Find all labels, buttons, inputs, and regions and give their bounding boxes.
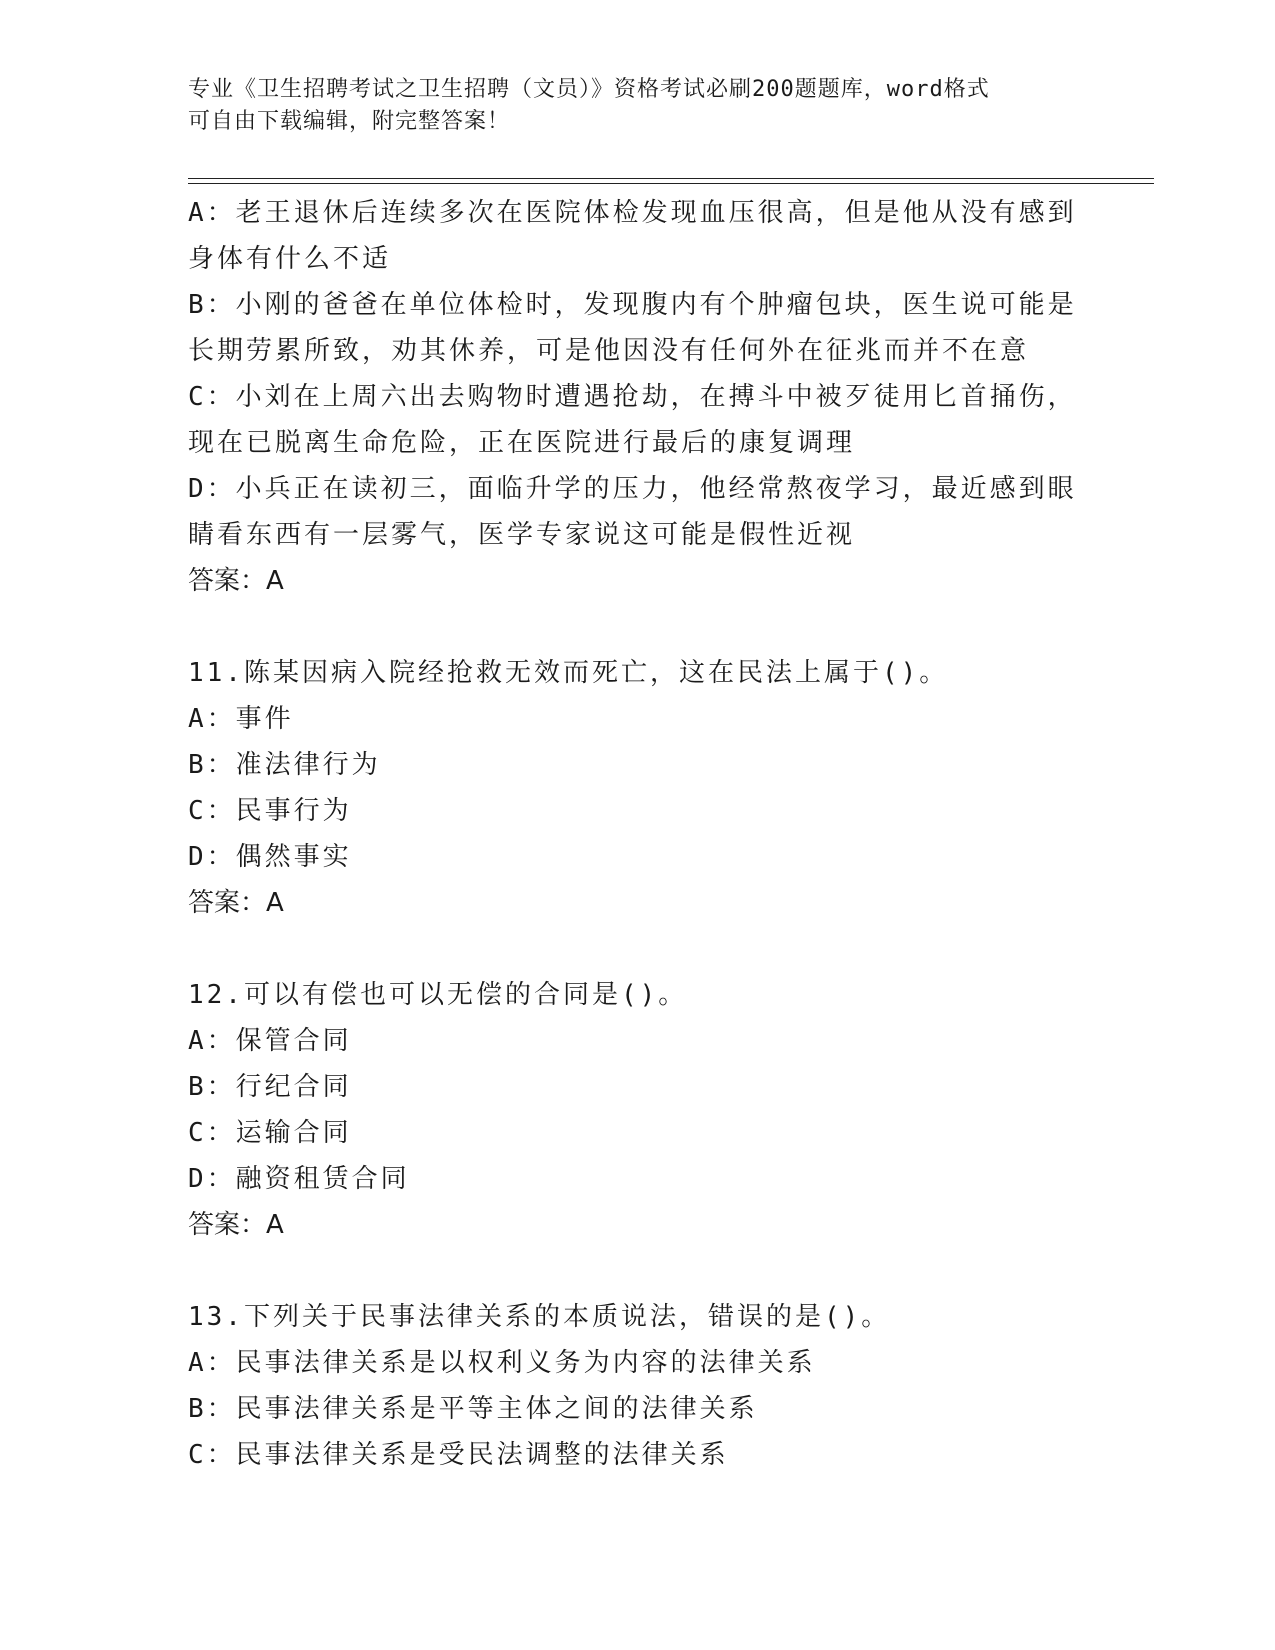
spacer (188, 1248, 1088, 1294)
question-text: 11.陈某因病入院经抢救无效而死亡，这在民法上属于()。 (188, 658, 949, 688)
question-10 (188, 190, 1088, 604)
option-c: C：运输合同 (188, 1118, 352, 1148)
option-d: D：融资租赁合同 (188, 1164, 410, 1194)
header-line-1: 专业《卫生招聘考试之卫生招聘（文员）》资格考试必刷200题题库，word格式 (188, 77, 990, 102)
question-text: 13.下列关于民事法律关系的本质说法，错误的是()。 (188, 1302, 891, 1332)
answer: 答案：A (188, 888, 284, 918)
document-body (188, 190, 1088, 1478)
option-c-line-2: 现在已脱离生命危险，正在医院进行最后的康复调理 (188, 428, 856, 458)
option-b: B：民事法律关系是平等主体之间的法律关系 (188, 1394, 758, 1424)
header-line-2: 可自由下载编辑，附完整答案！ (188, 109, 511, 134)
option-c: C：民事法律关系是受民法调整的法律关系 (188, 1440, 729, 1470)
document-header (188, 74, 1088, 138)
option-b: B：准法律行为 (188, 750, 381, 780)
spacer (188, 604, 1088, 650)
option-a-line-2: 身体有什么不适 (188, 244, 392, 274)
spacer (188, 926, 1088, 972)
option-a: A：民事法律关系是以权利义务为内容的法律关系 (188, 1348, 816, 1378)
option-b: B：行纪合同 (188, 1072, 352, 1102)
header-divider-bottom (188, 183, 1154, 184)
answer: 答案：A (188, 1210, 284, 1240)
option-b-line-1: B：小刚的爸爸在单位体检时，发现腹内有个肿瘤包块，医生说可能是 (188, 290, 1077, 320)
option-c: C：民事行为 (188, 796, 352, 826)
option-a: A：事件 (188, 704, 294, 734)
header-divider-top (188, 178, 1154, 179)
option-c-line-1: C：小刘在上周六出去购物时遭遇抢劫，在搏斗中被歹徒用匕首捅伤， (188, 382, 1077, 412)
option-d-line-2: 睛看东西有一层雾气，医学专家说这可能是假性近视 (188, 520, 856, 550)
question-12 (188, 972, 1088, 1248)
option-d: D：偶然事实 (188, 842, 352, 872)
option-a-line-1: A：老王退休后连续多次在医院体检发现血压很高，但是他从没有感到 (188, 198, 1077, 228)
option-b-line-2: 长期劳累所致，劝其休养，可是他因没有任何外在征兆而并不在意 (188, 336, 1030, 366)
question-11 (188, 650, 1088, 926)
option-a: A：保管合同 (188, 1026, 352, 1056)
option-d-line-1: D：小兵正在读初三，面临升学的压力，他经常熬夜学习，最近感到眼 (188, 474, 1077, 504)
question-text: 12.可以有偿也可以无偿的合同是()。 (188, 980, 688, 1010)
answer: 答案：A (188, 566, 284, 596)
question-13 (188, 1294, 1088, 1478)
